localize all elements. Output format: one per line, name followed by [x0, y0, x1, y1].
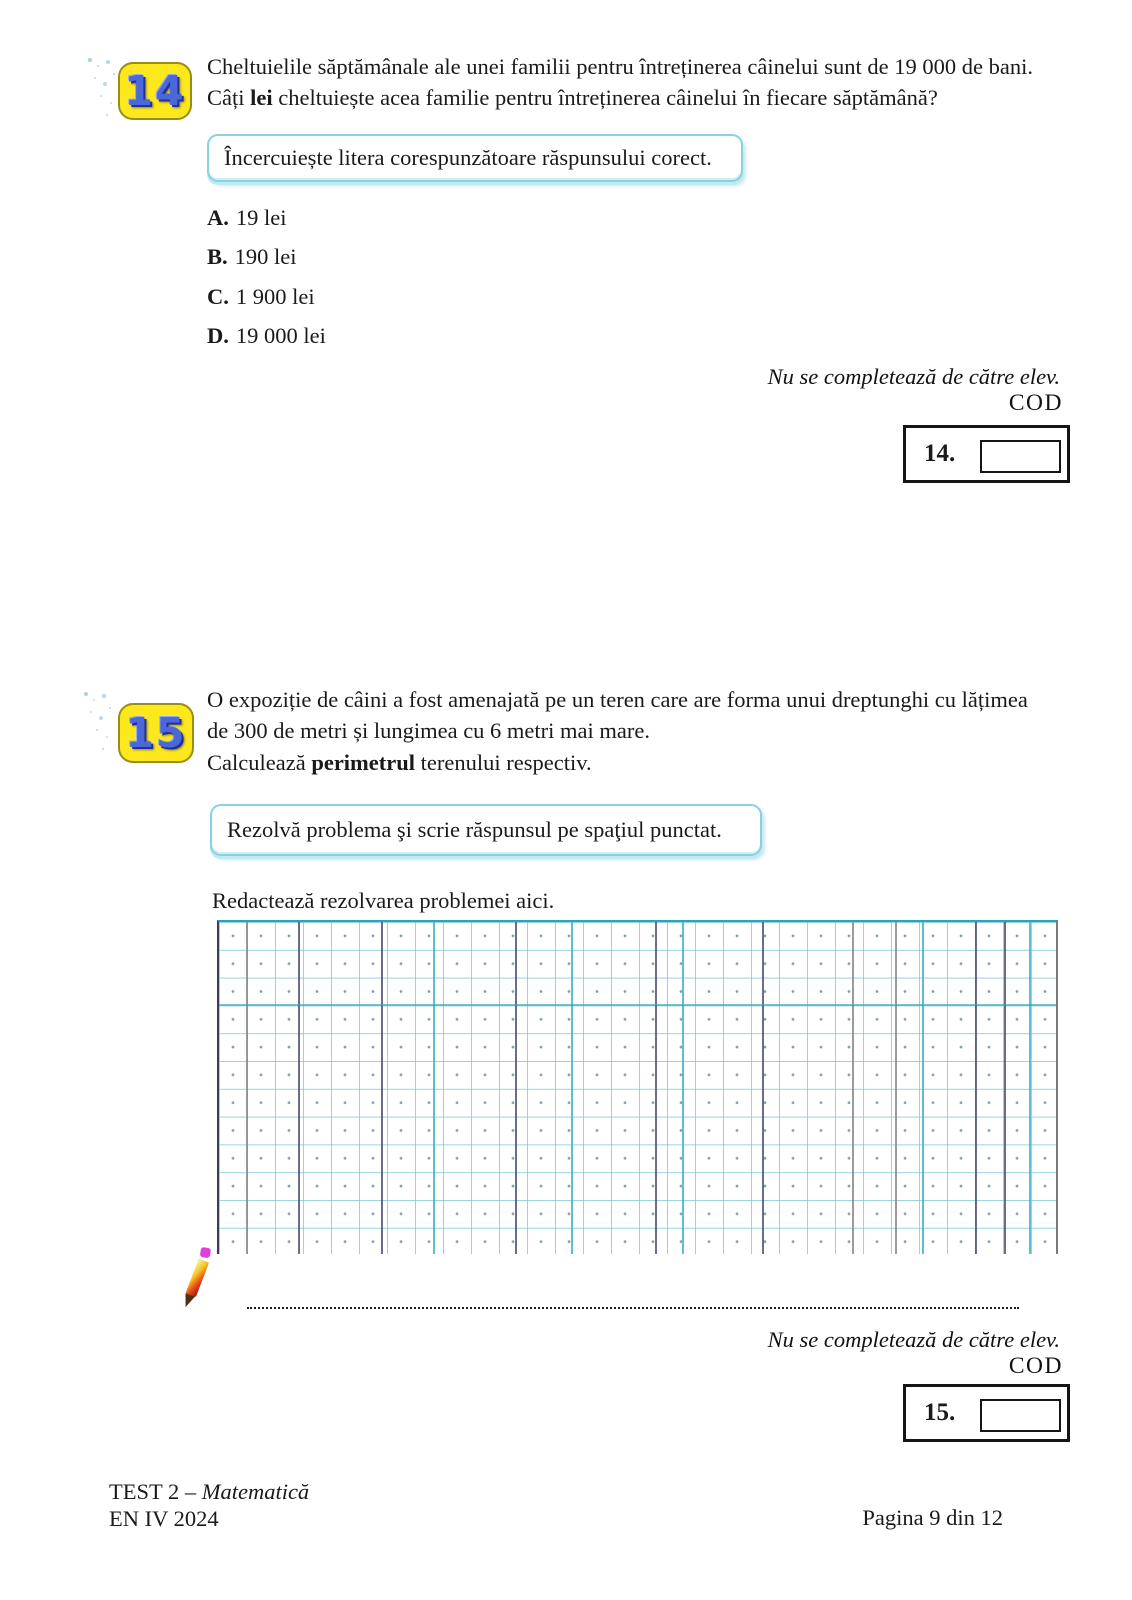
option-a	[207, 205, 326, 231]
cod-box-14	[903, 425, 1070, 483]
grid-line	[298, 922, 300, 1254]
option-d	[207, 323, 326, 349]
sparkle-decoration	[88, 58, 92, 62]
footer-test-title	[109, 1478, 309, 1532]
pencil-icon	[178, 1246, 218, 1314]
footer-test-line: TEST 2 – Matematică	[109, 1479, 310, 1504]
cod-label-15: COD	[1008, 1353, 1063, 1379]
question-14-line-1: Cheltuielile săptămânale ale unei familii pentru întreținerea câinelui sunt de 19 000 de bani.	[207, 54, 1033, 79]
grid-line	[852, 922, 854, 1254]
option-b-letter: B.	[207, 244, 228, 270]
grid-line	[762, 922, 764, 1254]
question-14-line-2: Câți lei cheltuiește acea familie pentru întreținerea câinelui în fiecare săptămână?	[207, 85, 938, 111]
instruction-text: Rezolvă problema şi scrie răspunsul pe spaţiul punctat.	[227, 817, 722, 842]
cod-box-15	[903, 1384, 1070, 1442]
grid-line	[655, 922, 657, 1254]
work-area-label: Redactează rezolvarea problemei aici.	[212, 888, 555, 913]
grid-line	[1029, 922, 1031, 1254]
footer-edition: EN IV 2024	[109, 1506, 219, 1531]
question-14-text	[207, 51, 1063, 114]
instruction-box-14	[207, 134, 743, 182]
grid-line	[571, 922, 573, 1254]
option-b	[207, 244, 326, 270]
pencil-tip	[181, 1293, 195, 1309]
grid-line	[895, 922, 897, 1254]
option-d-text: 19 000 lei	[235, 323, 326, 349]
option-b-text: 190 lei	[234, 244, 297, 270]
no-fill-note-14: Nu se completează de către elev.	[767, 364, 1060, 389]
question-14-badge: 14	[118, 62, 192, 120]
footer-page-number: Pagina 9 din 12	[862, 1505, 1003, 1530]
no-fill-note-15: Nu se completează de către elev.	[767, 1327, 1060, 1352]
option-a-letter: A.	[207, 205, 229, 230]
grid-line	[975, 922, 977, 1254]
option-c-text: 1 900 lei	[235, 283, 315, 309]
grid-line	[433, 922, 435, 1254]
option-c-letter: C.	[207, 283, 229, 309]
grid-line	[219, 1004, 1056, 1006]
grid-line	[381, 922, 383, 1254]
cod-label-14: COD	[1008, 390, 1063, 416]
sparkle-decoration	[84, 692, 88, 696]
grid-line	[246, 922, 248, 1254]
pencil-eraser	[200, 1247, 211, 1258]
question-15-text	[207, 684, 1063, 778]
grid-line	[1004, 922, 1006, 1254]
answer-options	[207, 205, 326, 363]
answer-dotted-line	[247, 1295, 1019, 1309]
question-15-line-1: O expoziție de câini a fost amenajată pe un teren care are forma unui dreptunghi cu lățimea	[207, 687, 1028, 712]
grid-line	[682, 922, 684, 1254]
question-15-badge: 15	[118, 703, 194, 763]
cod-answer-field-14	[980, 440, 1061, 473]
work-grid	[217, 920, 1058, 1254]
pencil-body	[186, 1259, 210, 1297]
cod-box-15-number: 15.	[924, 1399, 956, 1426]
option-c	[207, 284, 326, 310]
instruction-box-15	[210, 804, 762, 856]
option-a-text: 19 lei	[235, 205, 287, 230]
question-15-line-3: Calculează perimetrul terenului respectiv.	[207, 749, 592, 775]
cod-answer-field-15	[980, 1399, 1061, 1432]
grid-line	[922, 922, 924, 1254]
instruction-text: Încercuiește litera corespunzătoare răspunsului corect.	[224, 145, 712, 170]
cod-box-14-number: 14.	[924, 440, 956, 467]
option-d-letter: D.	[207, 323, 229, 349]
grid-line	[515, 922, 517, 1254]
question-15-line-2: de 300 de metri și lungimea cu 6 metri mai mare.	[207, 718, 650, 744]
